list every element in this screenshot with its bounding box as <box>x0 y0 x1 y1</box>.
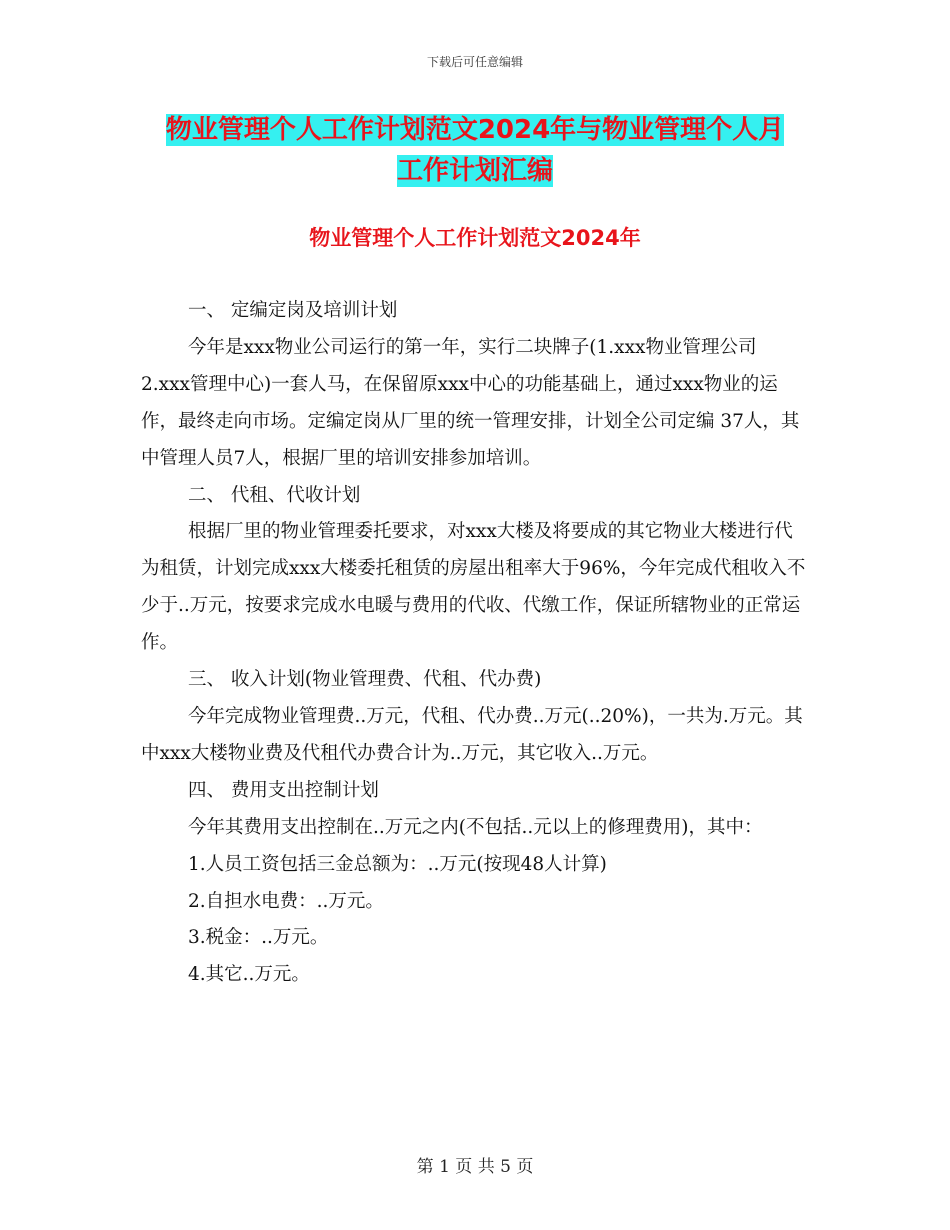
paragraph-staffing: 今年是xxx物业公司运行的第一年，实行二块牌子(1.xxx物业管理公司 2.xxx管理中心)一套人马，在保留原xxx中心的功能基础上，通过xxx物业的运作，最终走向市场。定编定岗从厂里的统一管理安排，计划全公司定编 37人，其中管理人员7人，根据厂里的培训安排参加培训。 <box>141 336 800 469</box>
document-title-line-2: 工作计划汇编 <box>396 156 553 186</box>
document-body <box>141 293 811 994</box>
paragraph-expense: 今年其费用支出控制在..万元之内(不包括..元以上的修理费用)，其中： <box>188 816 763 838</box>
paragraph-income: 今年完成物业管理费..万元，代租、代办费..万元(..20%)，一共为.万元。其中xxx大楼物业费及代租代办费合计为..万元，其它收入..万元。 <box>141 705 803 764</box>
section-title: 物业管理个人工作计划范文2024年 <box>309 226 641 250</box>
list-item: 3.税金：..万元。 <box>188 927 329 949</box>
heading-income: 三、 收入计划(物业管理费、代租、代办费) <box>188 669 542 691</box>
heading-staffing: 一、 定编定岗及培训计划 <box>188 300 398 321</box>
document-title-line-1: 物业管理个人工作计划范文2024年与物业管理个人月 <box>165 115 785 145</box>
header-note: 下载后可任意编辑 <box>426 55 523 69</box>
list-item: 4.其它..万元。 <box>188 964 310 986</box>
paragraph-rental: 根据厂里的物业管理委托要求，对xxx大楼及将要成的其它物业大楼进行代为租赁，计划完成xxx大楼委托租赁的房屋出租率大于96%，今年完成代租收入不少于..万元，按要求完成水电暖与费用的代收、代缴工作，保证所辖物业的正常运作。 <box>141 521 806 654</box>
document-title <box>0 110 950 192</box>
page-number: 第 1 页 共 5 页 <box>416 1157 534 1177</box>
heading-rental: 二、 代租、代收计划 <box>188 484 361 506</box>
list-item: 1.人员工资包括三金总额为：..万元(按现48人计算) <box>188 853 607 875</box>
list-item: 2.自担水电费：..万元。 <box>188 890 384 912</box>
heading-expense: 四、 费用支出控制计划 <box>188 779 379 801</box>
